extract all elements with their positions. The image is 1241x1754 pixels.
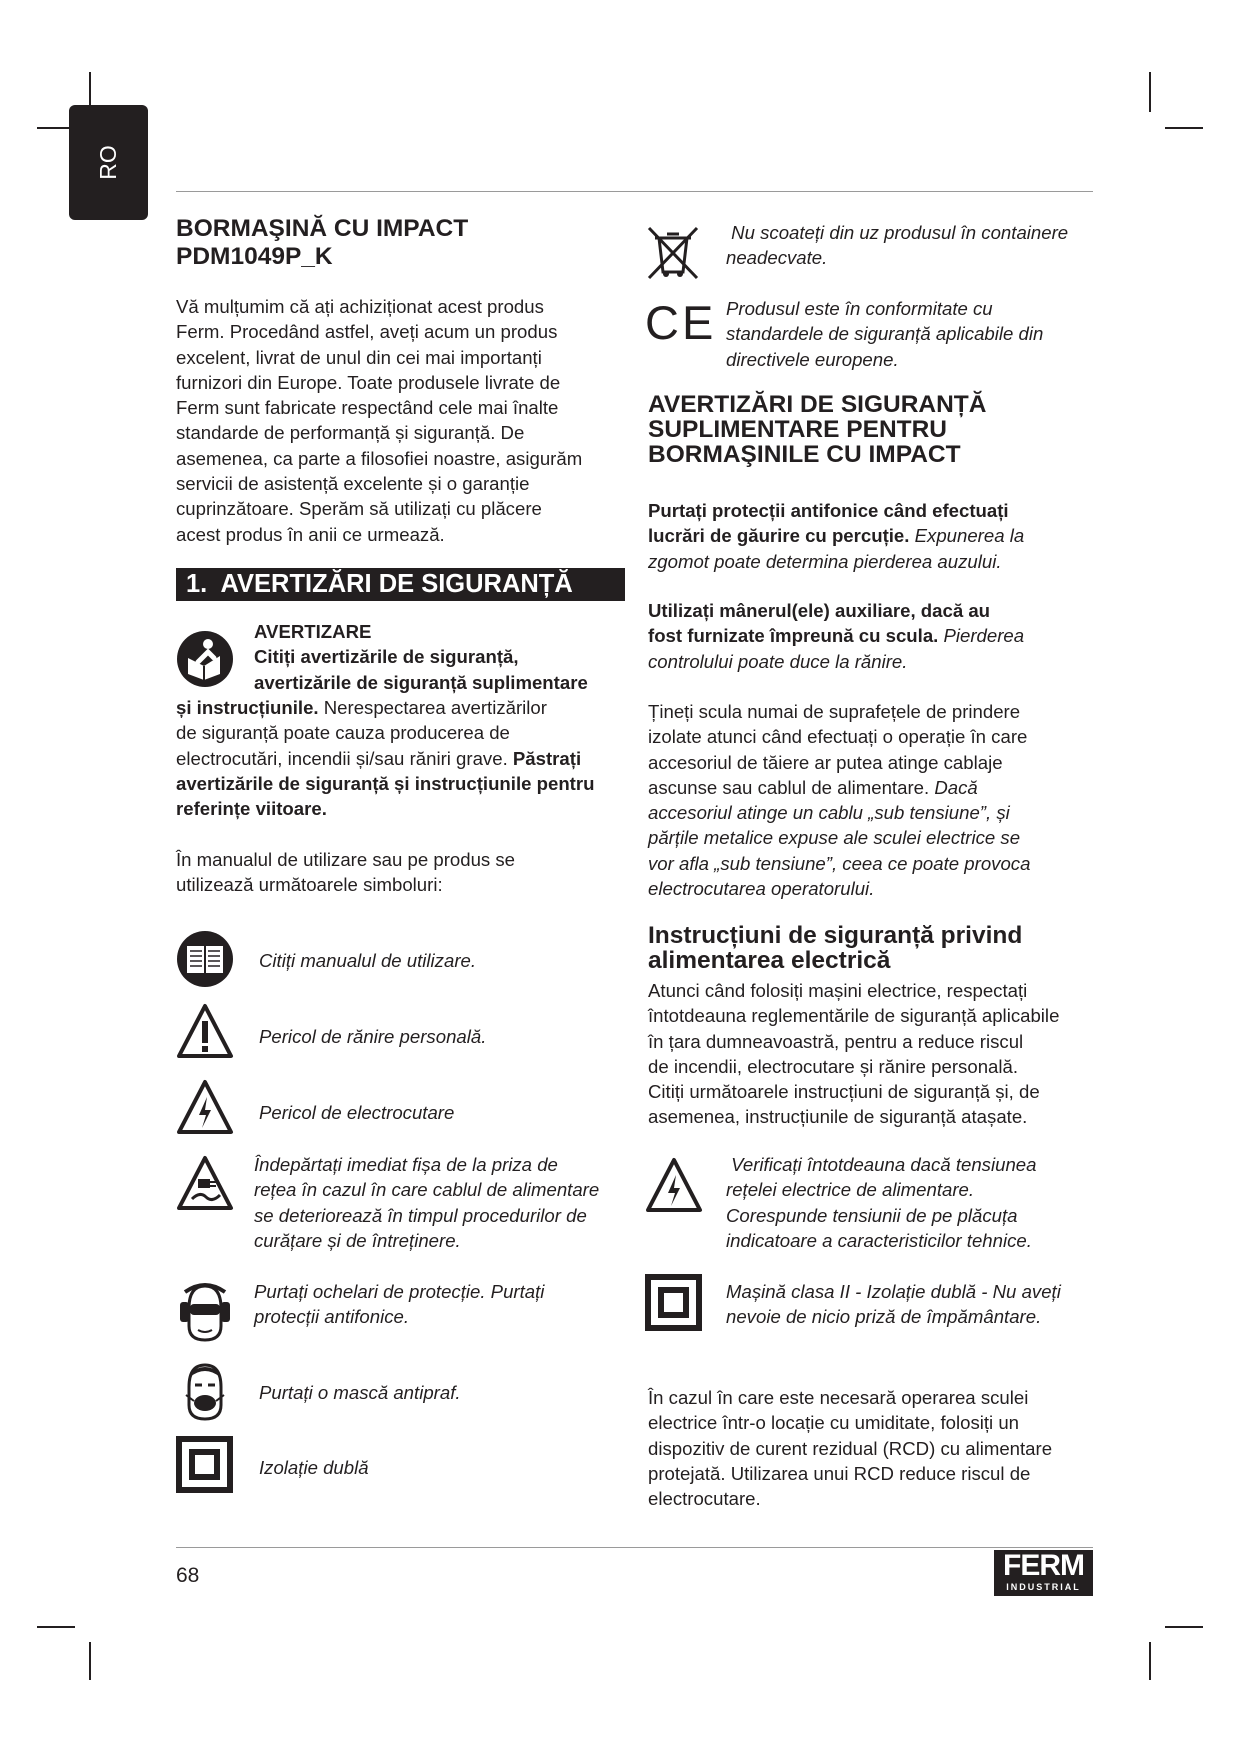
symbol-text-manual: Citiți manualul de utilizare. (259, 950, 477, 971)
crop-mark (1165, 1626, 1203, 1628)
crop-mark (1149, 1642, 1151, 1680)
double-insulation-icon (176, 1436, 233, 1493)
symbol-text-unplug: Îndepărtați imediat fișa de la priza de rețea în cazul în care cablul de alimentare se deteriorează în timpul procedurilor de curățare și de întreținere. (254, 1154, 600, 1251)
section-2-heading: AVERTIZĂRI DE SIGURANȚĂ SUPLIMENTARE PENTRU BORMAŞINILE CU IMPACT (648, 391, 987, 468)
ce-mark-icon: CE (645, 296, 717, 349)
ferm-industrial-logo: FERM INDUSTRIAL (994, 1550, 1093, 1596)
voltage-warning-icon (645, 1157, 703, 1213)
rcd-paragraph: În cazul în care este necesară operarea sculei electrice într-o locație cu umiditate, folosiți un dispozitiv de curent rezidual (RCD) cu alimentare protejată. Utilizarea unui RCD reduce riscul de electrocutare. (648, 1387, 1053, 1510)
warning-paragraph: și instrucțiunile. Nerespectarea avertizărilor de siguranță poate cauza producerea de electrocutări, incendii și/sau răniri grave. Păstrați avertizările de siguranță și instrucțiunile pentru referințe viitoare. (176, 697, 595, 820)
warning-block: AVERTIZARE Citiți avertizările de siguranță, avertizările de siguranță suplimentare (254, 621, 588, 693)
insulated-grip-paragraph: Țineți scula numai de suprafețele de prindere izolate atunci când efectuați o operație în care accesoriul de tăiere ar putea atinge cablaje ascunse sau cablul de alimentare. Dacă accesoriul atinge un cablu „sub tensiune”, și părțile metalice expuse ale sculei electrice se vor afla „sub tensiune”, ceea ce poate provoca electrocutarea operatorului. (648, 701, 1031, 900)
footer-rule (176, 1547, 1093, 1548)
symbol-text-double-insulation: Izolație dublă (259, 1457, 369, 1478)
document-title: BORMAŞINĂ CU IMPACT PDM1049P_K (176, 215, 469, 270)
symbol-text-electric: Pericol de electrocutare (259, 1102, 455, 1123)
section-3-heading: Instrucțiuni de siguranță privind alimentarea electrică (648, 922, 1023, 974)
weee-bin-icon (645, 224, 701, 282)
symbols-intro: În manualul de utilizare sau pe produs se utilizează următoarele simboluri: (176, 849, 516, 896)
manual-book-icon (176, 930, 234, 988)
language-tab-label: RO (95, 145, 121, 180)
electric-safety-paragraph: Atunci când folosiți mașini electrice, respectați întotdeauna reglementările de siguranță aplicabile în țara dumneavoastră, pentru a reduce riscul de incendii, electrocutare și rănire personală. Citiți următoarele instrucțiuni de siguranță și, de asemenea, instrucțiunile de siguranță atașate. (648, 980, 1060, 1128)
header-rule (176, 191, 1093, 192)
class-2-insulation-icon (645, 1274, 702, 1331)
dust-mask-icon (176, 1361, 234, 1423)
symbol-text-mask: Purtați o mască antipraf. (259, 1382, 461, 1403)
handles-paragraph: Utilizați mânerul(ele) auxiliare, dacă au fost furnizate împreună cu scula. Pierderea controlului poate duce la rănire. (648, 600, 1025, 672)
voltage-note-text: Verificați întotdeauna dacă tensiunea rețelei electrice de alimentare. Corespunde tensiunii de pe plăcuța indicatoare a caracteristicilor tehnice. (726, 1154, 1037, 1251)
electric-shock-icon (176, 1079, 234, 1135)
hearing-paragraph: Purtați protecții antifonice când efectuați lucrări de găurire cu percuție. Expunerea la zgomot poate determina pierderea auzului. (648, 500, 1025, 572)
page-number: 68 (176, 1564, 200, 1587)
crop-mark (1149, 72, 1151, 112)
section-1-heading: 1. AVERTIZĂRI DE SIGURANȚĂ (176, 568, 625, 601)
crop-mark (37, 1626, 75, 1628)
crop-mark (89, 1642, 91, 1680)
unplug-cable-icon (176, 1155, 234, 1211)
class-2-note-text: Mașină clasa II - Izolație dublă - Nu aveți nevoie de nicio priză de împământare. (726, 1281, 1061, 1328)
language-tab (69, 105, 148, 220)
goggles-ear-protection-icon (176, 1282, 234, 1344)
read-instructions-icon (176, 630, 234, 688)
crop-mark (1165, 127, 1203, 129)
weee-text: Nu scoateți din uz produsul în containere neadecvate. (726, 222, 1069, 269)
symbol-text-goggles: Purtați ochelari de protecție. Purtați protecții antifonice. (254, 1281, 545, 1328)
ce-text: Produsul este în conformitate cu standardele de siguranță aplicabile din directivele europene. (726, 298, 1044, 370)
symbol-text-danger: Pericol de rănire personală. (259, 1026, 487, 1047)
intro-paragraph: Vă mulțumim că ați achiziționat acest produs Ferm. Procedând astfel, aveți acum un produs excelent, livrat de unul din cei mai importanți furnizori din Europe. Toate produsele livrate de Ferm sunt fabricate respectând cele mai înalte standarde de performanță și siguranță. De asemenea, ca parte a filosofiei noastre, asigurăm servicii de asistență excelente și o garanție cuprinzătoare. Sperăm să utilizați cu plăcere acest produs în anii ce urmează. (176, 296, 583, 545)
warning-triangle-icon (176, 1003, 234, 1059)
